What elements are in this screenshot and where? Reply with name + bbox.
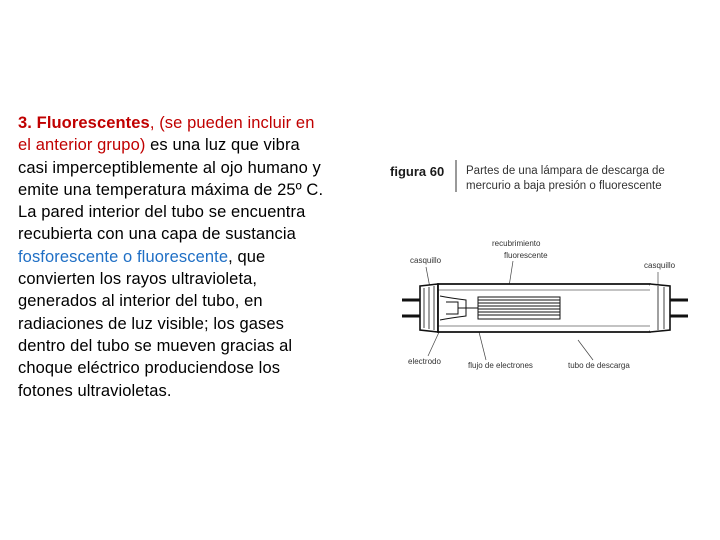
description-paragraph bbox=[18, 112, 393, 402]
lamp-drawing bbox=[402, 284, 688, 332]
label-electrodo: electrodo bbox=[408, 357, 441, 366]
heading-note: , (se pueden incluir en bbox=[149, 114, 315, 132]
label-fluorescente: fluorescente bbox=[504, 251, 548, 260]
section-heading: 3. Fluorescentes bbox=[18, 114, 150, 132]
paragraph-line-8: convierten los rayos ultravioleta, bbox=[18, 270, 258, 289]
paragraph-line-2 bbox=[18, 134, 393, 156]
label-flujo: flujo de electrones bbox=[468, 361, 533, 370]
label-tubo: tubo de descarga bbox=[568, 361, 630, 370]
highlighted-term: fosforescente o fluorescente bbox=[18, 247, 229, 266]
paragraph-line-4: emite una temperatura máxima de 25º C. bbox=[18, 180, 324, 199]
figure-number: figura 60 bbox=[390, 164, 445, 179]
paragraph-line-10: radiaciones de luz visible; los gases bbox=[18, 314, 285, 333]
paragraph-line-7-text: , que bbox=[228, 247, 266, 266]
label-recubrimiento: recubrimiento bbox=[492, 239, 541, 248]
paragraph-line-6: recubierta con una capa de sustancia bbox=[18, 225, 296, 244]
paragraph-line-3: casi imperceptiblemente al ojo humano y bbox=[18, 158, 321, 177]
paragraph-line-11: dentro del tubo se mueven gracias al bbox=[18, 336, 293, 355]
paragraph-line-2-text: es una luz que vibra bbox=[145, 136, 300, 155]
paragraph-line-9: generados al interior del tubo, en bbox=[18, 292, 263, 311]
figure-caption-line-2: mercurio a baja presión o fluorescente bbox=[466, 180, 662, 192]
paragraph-line-13: fotones ultravioletas. bbox=[18, 381, 172, 400]
label-casquillo-right: casquillo bbox=[644, 261, 676, 270]
label-casquillo-left: casquillo bbox=[410, 256, 442, 265]
paragraph-line-7 bbox=[18, 246, 393, 268]
paragraph-line-12: choque eléctrico produciendose los bbox=[18, 359, 281, 378]
paragraph-line-1 bbox=[18, 112, 393, 134]
paragraph-line-5: La pared interior del tubo se encuentra bbox=[18, 203, 306, 222]
fluorescent-lamp-figure bbox=[388, 150, 714, 390]
figure-caption-line-1: Partes de una lámpara de descarga de bbox=[466, 165, 665, 177]
heading-note-end: el anterior grupo) bbox=[18, 136, 146, 155]
